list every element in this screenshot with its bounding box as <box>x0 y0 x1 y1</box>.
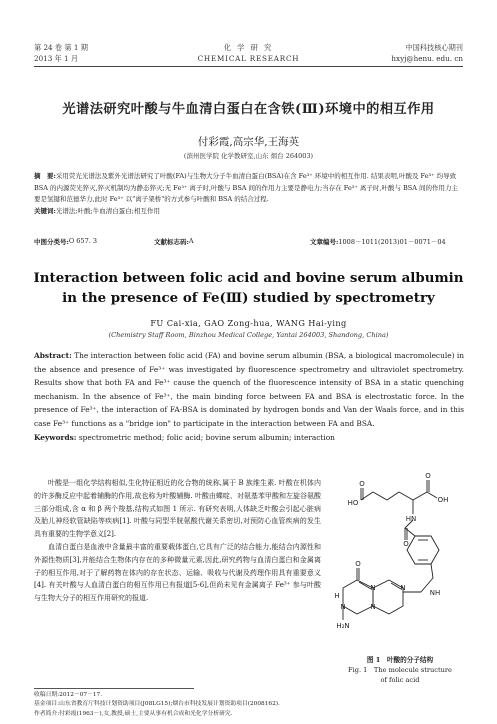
footnote <box>34 691 464 719</box>
body-paragraph-1: 叶酸是一组化学结构相似,生化特征相近的化合物的统称,属于 B 族维生素. 叶酸在机体内的许多酶反应中起着辅酶的作用,故也称为叶酸辅酶. 叶酸由蝶啶、对氨基苯甲酸和左旋谷氨酸三部分组成,含 α 和 β 两个羧基,结构式如图 1 所示. 有研究表明,人体缺乏叶酸会引起心脏病及胎儿神经软管缺陷等疾病[1]. 叶酸与同型半胱氨酸代谢关系密切,对预防心血管疾病的发生具有重要的生物学意义[2]. <box>34 479 321 539</box>
label-nh-right: NH <box>429 589 441 597</box>
article-label: 文章编号: <box>310 238 339 246</box>
title-en-line2: in the presence of Fe(Ⅲ) studied by spectrometry <box>62 290 435 306</box>
label-n2: N <box>400 584 406 592</box>
caption-cn: 图 1 叶酸的分子结构 <box>366 656 434 664</box>
abstract-en-label: Abstract: <box>34 351 72 360</box>
footnote-received: 收稿日期:2012－07－17. <box>34 692 103 698</box>
label-hn: HN <box>405 515 417 523</box>
volume-text: 第 24 卷 第 1 期 <box>34 43 88 52</box>
date-text: 2013 年 1 月 <box>34 54 79 63</box>
article-field <box>310 237 446 246</box>
authors-en: FU Cai-xia, GAO Zong-hua, WANG Hai-ying <box>150 318 347 328</box>
header-rule <box>34 66 463 67</box>
label-oh-top: OH <box>437 496 449 504</box>
site-url: hxyj@henu. edu. cn <box>391 54 463 63</box>
body-text <box>34 477 321 605</box>
label-h: H <box>334 592 340 600</box>
clc-value: O 657. 3 <box>68 237 97 245</box>
affiliation-en: (Chemistry Staff Room, Binzhou Medical College, Yantai 264003, Shandong, China) <box>108 331 389 339</box>
label-n4: N <box>370 603 376 611</box>
site-label: 中国科技核心期刊 <box>405 43 463 52</box>
caption-en-1: Fig. 1 The molecule structure <box>348 666 452 674</box>
title-cn: 光谱法研究叶酸与牛血清白蛋白在含铁(Ⅲ)环境中的相互作用 <box>62 102 435 117</box>
clc-field <box>34 237 97 246</box>
journal-cn: 化 学 研 究 <box>223 43 274 52</box>
abstract-cn <box>34 171 464 217</box>
doc-field <box>154 237 194 246</box>
affiliation-cn: (滨州医学院 化学教研室,山东 烟台 264003) <box>183 152 314 160</box>
footnote-fund: 基金项目:山东省教育厅科技计划资助项目(J08LG15);烟台市科技发展计划资助项目(2008162). <box>34 701 280 708</box>
article-value: 1008－1011(2013)01－0071－04 <box>338 238 446 246</box>
abstract-en <box>34 349 464 444</box>
footnote-author: 作者简介:付彩霞(1963－),女,教授,硕士,主要从事有机合成和光化学分析研究. <box>34 710 233 717</box>
caption-en-2: of folic acid <box>380 676 420 684</box>
title-en-line1: Interaction between folic acid and bovine serum albumin <box>33 270 464 286</box>
label-o1: O <box>359 480 365 488</box>
keywords-en-label: Keywords: <box>34 432 77 442</box>
footnote-rule <box>34 688 194 689</box>
body-paragraph-2: 血清白蛋白是血液中含量最丰富的重要载体蛋白,它具有广泛的结合能力,能结合内源性和外源性物质[3],并能结合生物体内存在的多种微量元素,因此,研究药物与血清白蛋白和金属离子的相互作用,对于了解药物在体内的存在状态、运输、吸收与代谢及药理作用具有重要意义[4]. 有关叶酸与人血清白蛋白的相互作用已有报道[5-6],但尚未见有金属离子 Fe³⁺ 参与叶酸与生物大分子的相互作用研究的报道. <box>34 542 321 603</box>
label-n1: N <box>370 584 376 592</box>
label-o4: O <box>355 560 361 568</box>
keywords-en: spectrometric method; folic acid; bovine serum albumin; interaction <box>78 432 335 442</box>
abstract-en-text: The interaction between folic acid (FA) and bovine serum albumin (BSA, a biological macromolecule) in the absence and presence of Fe³⁺ was investigated by fluorescence spectrometry and ultraviolet spectrometry. Results show that both FA and Fe³⁺ cause the quench of the fluorescence intensity of BSA in a static quenching mechanism. In the absence of Fe³⁺, the main binding force between FA and BSA is electrostatic force. In the presence of Fe³⁺, the interaction of FA-BSA is dominated by hydrogen bonds and Van der Waals force, and in this case Fe³⁺ functions as a "bridge ion" to participate in the interaction between FA and BSA. <box>34 351 464 428</box>
figure-caption <box>333 655 467 685</box>
abstract-cn-label: 摘 要: <box>34 172 56 180</box>
label-o3: O <box>403 540 409 548</box>
clc-label: 中图分类号: <box>34 238 69 246</box>
keywords-cn: 光谱法;叶酸;牛血清白蛋白;相互作用 <box>55 206 160 215</box>
doc-value: A <box>188 237 194 245</box>
label-o2: O <box>425 472 431 480</box>
abstract-cn-text: 采用荧光光谱法及紫外光谱法研究了叶酸(FA)与生物大分子牛血清白蛋白(BSA)在含 Fe³⁺ 环境中的相互作用. 结果表明,叶酸及 Fe³⁺ 均导致 BSA 的内源荧光猝灭,猝灭机制均为静态猝灭;无 Fe³⁺ 离子时,叶酸与 BSA 间的作用力主要是静电力;当存在 Fe³⁺ 离子时,叶酸与 BSA 间的作用力主要是氢键和范德华力,此时 Fe³⁺ 以"离子架桥"的方式参与叶酸和 BSA 的结合过程. <box>34 172 459 204</box>
doc-label: 文献标志码: <box>154 238 189 246</box>
keywords-cn-label: 关键词: <box>34 206 56 215</box>
journal-en: CHEMICAL RESEARCH <box>197 54 300 63</box>
title-en <box>0 268 497 308</box>
label-h2n: H₂N <box>336 622 350 630</box>
header-site <box>391 42 463 64</box>
authors-cn: 付彩霞,高宗华,王海英 <box>197 136 300 148</box>
label-n3: N <box>340 603 346 611</box>
label-ho-top: HO <box>347 499 359 507</box>
